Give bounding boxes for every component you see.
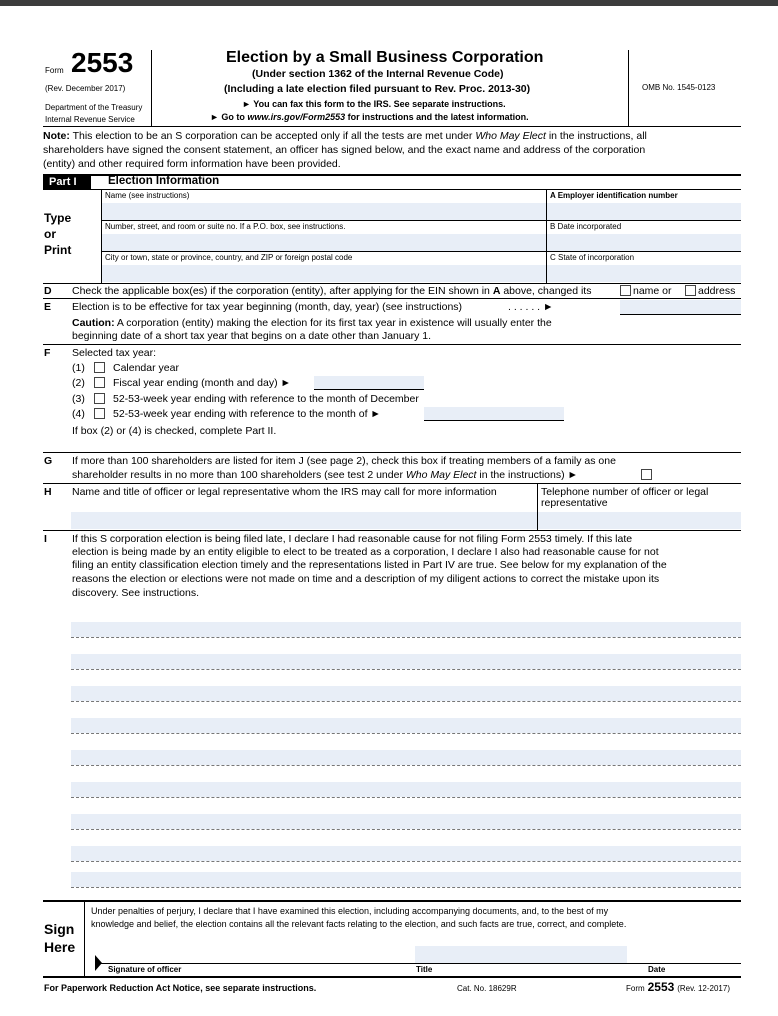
name-changed-checkbox[interactable]	[620, 285, 631, 296]
explanation-line-5[interactable]	[71, 750, 741, 765]
explanation-line-8[interactable]	[71, 846, 741, 861]
phone-label-line-1: Telephone number of officer or legal	[541, 486, 709, 498]
caution-line-2: beginning date of a short tax year that begins on a date other than January 1.	[72, 330, 431, 342]
fiscal-year-checkbox[interactable]	[94, 377, 105, 388]
omb-number: OMB No. 1545-0123	[642, 83, 716, 92]
state-incorporation-input[interactable]	[547, 265, 741, 282]
form-word: Form	[45, 66, 64, 75]
revision-date: (Rev. December 2017)	[45, 84, 126, 93]
line-f-letter: F	[44, 347, 51, 359]
footer-form-id: Form 2553 (Rev. 12-2017)	[626, 980, 730, 994]
line-g-rule	[43, 483, 741, 484]
ein-input[interactable]	[547, 203, 741, 220]
explanation-dotted-rule	[71, 829, 741, 830]
explanation-line-9[interactable]	[71, 872, 741, 887]
form-subtitle-2: (Including a late election filed pursuant to Rev. Proc. 2013-30)	[224, 83, 531, 95]
footer-top-rule	[43, 976, 741, 978]
address-input[interactable]	[102, 234, 546, 251]
tax-year-option-2-label: Fiscal year ending (month and day) ►	[113, 377, 291, 389]
name-changed-label: name or	[633, 285, 672, 297]
effective-date-input[interactable]	[620, 300, 741, 314]
perjury-line-2: knowledge and belief, the election contains all the relevant facts relating to the election, and such facts are true, correct, and complete.	[91, 919, 627, 929]
part1-badge-label: Part I	[49, 176, 77, 188]
week-year-month-input[interactable]	[424, 407, 564, 420]
signature-label: Signature of officer	[108, 965, 182, 974]
department-line-1: Department of the Treasury	[45, 103, 143, 112]
form-subtitle-1: (Under section 1362 of the Internal Revenue Code)	[252, 68, 504, 80]
explanation-dotted-rule	[71, 637, 741, 638]
city-label: City or town, state or province, country, and ZIP or foreign postal code	[105, 253, 353, 262]
date-incorporated-input[interactable]	[547, 234, 741, 251]
department-line-2: Internal Revenue Service	[45, 115, 135, 124]
signature-date-input[interactable]	[647, 946, 741, 963]
header-bottom-rule	[43, 126, 741, 127]
effective-date-underline	[620, 314, 741, 315]
form-header	[0, 0, 778, 130]
explanation-line-1[interactable]	[71, 622, 741, 637]
tax-year-option-4-number: (4)	[72, 408, 85, 420]
explanation-line-3[interactable]	[71, 686, 741, 701]
address-label: Number, street, and room or suite no. If a P.O. box, see instructions.	[105, 222, 346, 231]
family-shareholders-checkbox[interactable]	[641, 469, 652, 480]
here-label: Here	[44, 939, 76, 955]
line-d-text: Check the applicable box(es) if the corporation (entity), after applying for the EIN shown in A above, changed its	[72, 285, 592, 297]
line-f-footnote: If box (2) or (4) is checked, complete Part II.	[72, 425, 277, 437]
line-e-text: Election is to be effective for tax year beginning (month, day, year) (see instructions)	[72, 301, 463, 313]
line-f-rule	[43, 452, 741, 453]
explanation-dotted-rule	[71, 797, 741, 798]
explanation-line-2[interactable]	[71, 654, 741, 669]
type-label: Type	[44, 211, 72, 225]
line-i-text-2: election is being made by an entity eligible to elect to be treated as a corporation, I declare I also had reasonable cause for not	[72, 546, 659, 558]
note-line-3: (entity) and other required form information have been provided.	[43, 158, 341, 170]
or-label: or	[44, 227, 56, 241]
officer-title-input[interactable]	[415, 946, 627, 963]
title-label: Title	[416, 965, 433, 974]
week-year-other-month-checkbox[interactable]	[94, 408, 105, 419]
ein-label: A Employer identification number	[550, 191, 678, 200]
name-row-rule	[101, 220, 741, 221]
fiscal-year-end-underline	[314, 389, 424, 390]
line-i-text-5: discovery. See instructions.	[72, 587, 200, 599]
tax-year-option-4-label: 52-53-week year ending with reference to the month of ►	[113, 408, 381, 420]
name-label: Name (see instructions)	[105, 191, 190, 200]
fax-instruction: ► You can fax this form to the IRS. See separate instructions.	[242, 99, 506, 109]
note-line-2: shareholders have signed the consent statement, an officer has signed below, and the exact name and address of the corporation	[43, 144, 646, 156]
fiscal-year-end-input[interactable]	[314, 376, 424, 389]
line-e-letter: E	[44, 301, 52, 313]
date-incorporated-label: B Date incorporated	[550, 222, 622, 231]
line-g-letter: G	[44, 455, 53, 467]
line-f-heading: Selected tax year:	[72, 347, 157, 359]
explanation-dotted-rule	[71, 887, 741, 888]
explanation-dotted-rule	[71, 765, 741, 766]
line-i-letter: I	[44, 533, 47, 545]
explanation-dotted-rule	[71, 861, 741, 862]
paperwork-notice: For Paperwork Reduction Act Notice, see separate instructions.	[44, 983, 317, 993]
tax-year-option-2-number: (2)	[72, 377, 85, 389]
date-label: Date	[648, 965, 666, 974]
address-changed-checkbox[interactable]	[685, 285, 696, 296]
explanation-dotted-rule	[71, 733, 741, 734]
line-d-letter: D	[44, 285, 52, 297]
explanation-line-4[interactable]	[71, 718, 741, 733]
explanation-line-7[interactable]	[71, 814, 741, 829]
explanation-dotted-rule	[71, 669, 741, 670]
line-h-letter: H	[44, 486, 52, 498]
line-e-rule	[43, 344, 741, 345]
officer-phone-input[interactable]	[538, 512, 741, 529]
line-i-text-3: filing an entity classification election timely and the representations listed in Part IV are true. See below for my explanation of the	[72, 559, 667, 571]
tax-year-option-1-label: Calendar year	[113, 362, 179, 374]
part1-title-rule	[43, 189, 741, 190]
line-i-text-4: reasons the election or elections were not made on time and a description of my diligent actions to correct the mistake upon its	[72, 573, 660, 585]
name-input[interactable]	[102, 203, 546, 220]
note-line-1: Note: This election to be an S corporation can be accepted only if all the tests are met under Who May Elect in the instructions, all	[43, 130, 647, 142]
address-row-rule	[101, 251, 741, 252]
officer-name-title-input[interactable]	[71, 512, 537, 529]
officer-signature-input[interactable]	[104, 946, 410, 963]
part1-box-bottom-rule	[43, 283, 741, 284]
line-h-text: Name and title of officer or legal representative whom the IRS may call for more information	[72, 486, 497, 498]
header-divider-right	[628, 50, 629, 126]
line-d-rule	[43, 298, 741, 299]
explanation-line-6[interactable]	[71, 782, 741, 797]
irs-website-link[interactable]: www.irs.gov/Form2553	[247, 112, 346, 122]
caution-line-1: Caution: A corporation (entity) making the election for its first tax year in existence will usually enter the	[72, 317, 552, 329]
form-title: Election by a Small Business Corporation	[226, 49, 544, 66]
week-year-december-checkbox[interactable]	[94, 393, 105, 404]
tax-year-option-1-number: (1)	[72, 362, 85, 374]
state-incorporation-label: C State of incorporation	[550, 253, 635, 262]
perjury-line-1: Under penalties of perjury, I declare that I have examined this election, including accompanying documents, and, to the best of my	[91, 906, 609, 916]
line-i-text-1: If this S corporation election is being filed late, I declare I had reasonable cause for not filing Form 2553 timely. If this late	[72, 533, 633, 545]
address-changed-label: address	[698, 285, 736, 297]
explanation-dotted-rule	[71, 701, 741, 702]
sign-label: Sign	[44, 921, 75, 937]
sign-top-rule	[43, 900, 741, 902]
line-g-line-2: shareholder results in no more than 100 shareholders (see test 2 under Who May Elect in the instructions) ►	[72, 469, 578, 481]
print-label: Print	[44, 243, 72, 257]
website-instruction: ► Go to www.irs.gov/Form2553 for instructions and the latest information.	[210, 112, 529, 122]
line-h-rule	[43, 530, 741, 531]
tax-year-option-3-label: 52-53-week year ending with reference to the month of December	[113, 393, 419, 405]
part1-title: Election Information	[108, 175, 220, 187]
phone-label-line-2: representative	[541, 497, 608, 509]
sign-divider	[84, 902, 85, 976]
week-year-month-underline	[424, 420, 564, 421]
city-input[interactable]	[102, 265, 546, 282]
header-divider-left	[151, 50, 152, 126]
catalog-number: Cat. No. 18629R	[457, 984, 517, 993]
signature-line-rule	[95, 963, 741, 964]
line-g-line-1: If more than 100 shareholders are listed for item J (see page 2), check this box if treating members of a family as one	[72, 455, 616, 467]
form-number: 2553	[71, 47, 134, 78]
tax-year-option-3-number: (3)	[72, 393, 85, 405]
line-e-leader: . . . . . . ►	[508, 301, 554, 313]
calendar-year-checkbox[interactable]	[94, 362, 105, 373]
